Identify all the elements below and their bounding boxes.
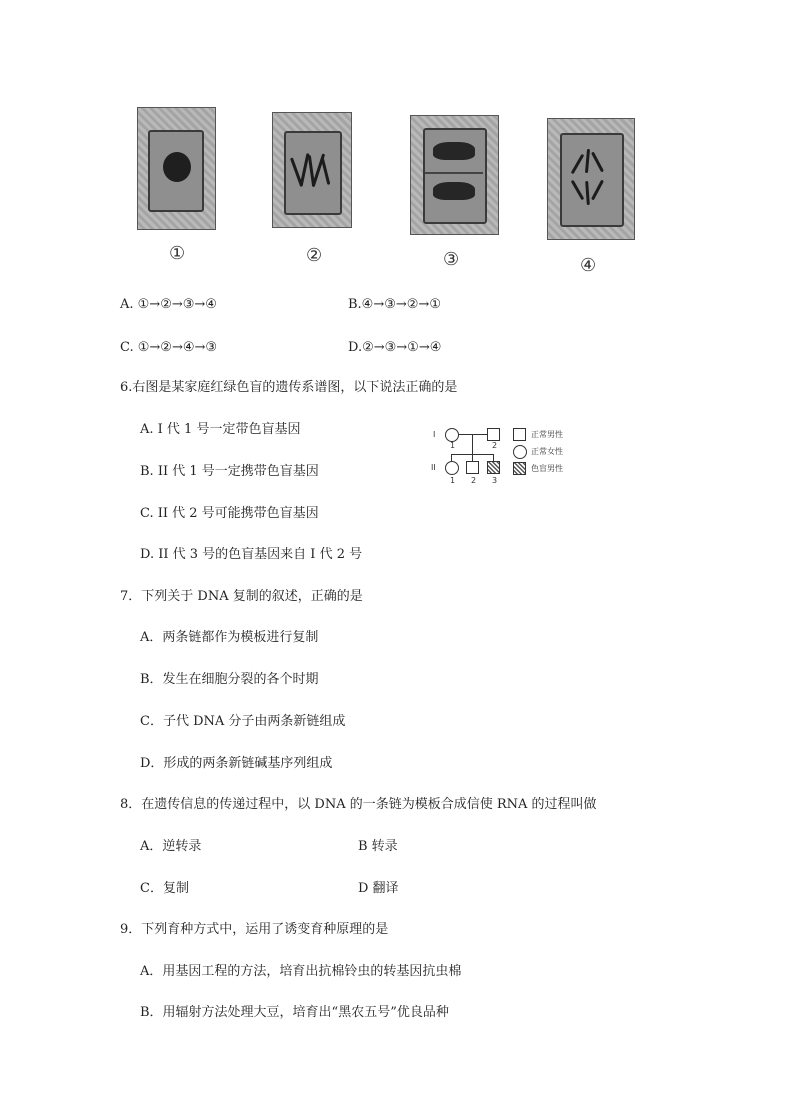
micrograph-label-3: ③ [443,249,460,270]
q8-option-a: A．逆转录 [140,839,202,854]
q8-option-b: B 转录 [358,839,398,854]
q8-option-c: C．复制 [140,881,189,896]
q7-option-d: D．形成的两条新链碱基序列组成 [140,756,333,771]
gen2-colorblind-male-3 [487,461,500,474]
micrograph-3 [410,115,499,235]
gen2-male-2 [466,461,479,474]
legend-colorblind-male-symbol [513,462,526,475]
legend-colorblind-male: 色盲男性 [531,464,563,473]
generation-label-2: II [431,463,436,472]
gen1-female-1 [445,428,459,442]
gen2-num-1: 1 [450,476,456,485]
gen2-num-2: 2 [471,476,477,485]
micrograph-1 [137,107,216,230]
q9-stem: 9．下列育种方式中，运用了诱变育种原理的是 [120,922,389,937]
legend-normal-male-symbol [513,428,526,441]
q9-option-a: A．用基因工程的方法，培育出抗棉铃虫的转基因抗虫棉 [140,964,462,979]
generation-label-1: I [433,430,436,439]
q5-option-d: D.②→③→①→④ [348,340,442,355]
q5-option-a: A. ①→②→③→④ [120,297,217,312]
gen1-male-2 [487,428,500,441]
micrograph-label-1: ① [169,243,186,264]
q6-option-b: B. II 代 1 号一定携带色盲基因 [140,464,319,479]
q8-stem: 8．在遗传信息的传递过程中，以 DNA 的一条链为模板合成信使 RNA 的过程叫做 [120,797,597,812]
gen1-num-2: 2 [492,441,498,450]
legend-normal-female-symbol [513,445,527,459]
q9-option-b: B．用辐射方法处理大豆，培育出“黑农五号”优良品种 [140,1005,449,1020]
legend-normal-female: 正常女性 [531,447,563,456]
legend-normal-male: 正常男性 [531,430,563,439]
gen2-num-3: 3 [492,476,498,485]
gen2-female-1 [445,461,459,475]
gen1-num-1: 1 [450,441,456,450]
q5-option-b: B.④→③→②→① [348,297,441,312]
micrograph-label-2: ② [306,245,323,266]
q5-option-c: C. ①→②→④→③ [120,340,218,355]
micrograph-4 [547,118,635,240]
q7-option-c: C．子代 DNA 分子由两条新链组成 [140,714,346,729]
q7-option-b: B．发生在细胞分裂的各个时期 [140,672,319,687]
q7-stem: 7．下列关于 DNA 复制的叙述，正确的是 [120,589,363,604]
micrograph-2 [272,112,352,228]
q6-option-a: A. I 代 1 号一定带色盲基因 [140,422,301,437]
q7-option-a: A．两条链都作为模板进行复制 [140,630,319,645]
q6-option-d: D. II 代 3 号的色盲基因来自 I 代 2 号 [140,547,363,562]
q8-option-d: D 翻译 [358,881,399,896]
q6-option-c: C. II 代 2 号可能携带色盲基因 [140,506,319,521]
micrograph-label-4: ④ [580,255,597,276]
q6-stem: 6.右图是某家庭红绿色盲的遗传系谱图，以下说法正确的是 [120,380,458,395]
